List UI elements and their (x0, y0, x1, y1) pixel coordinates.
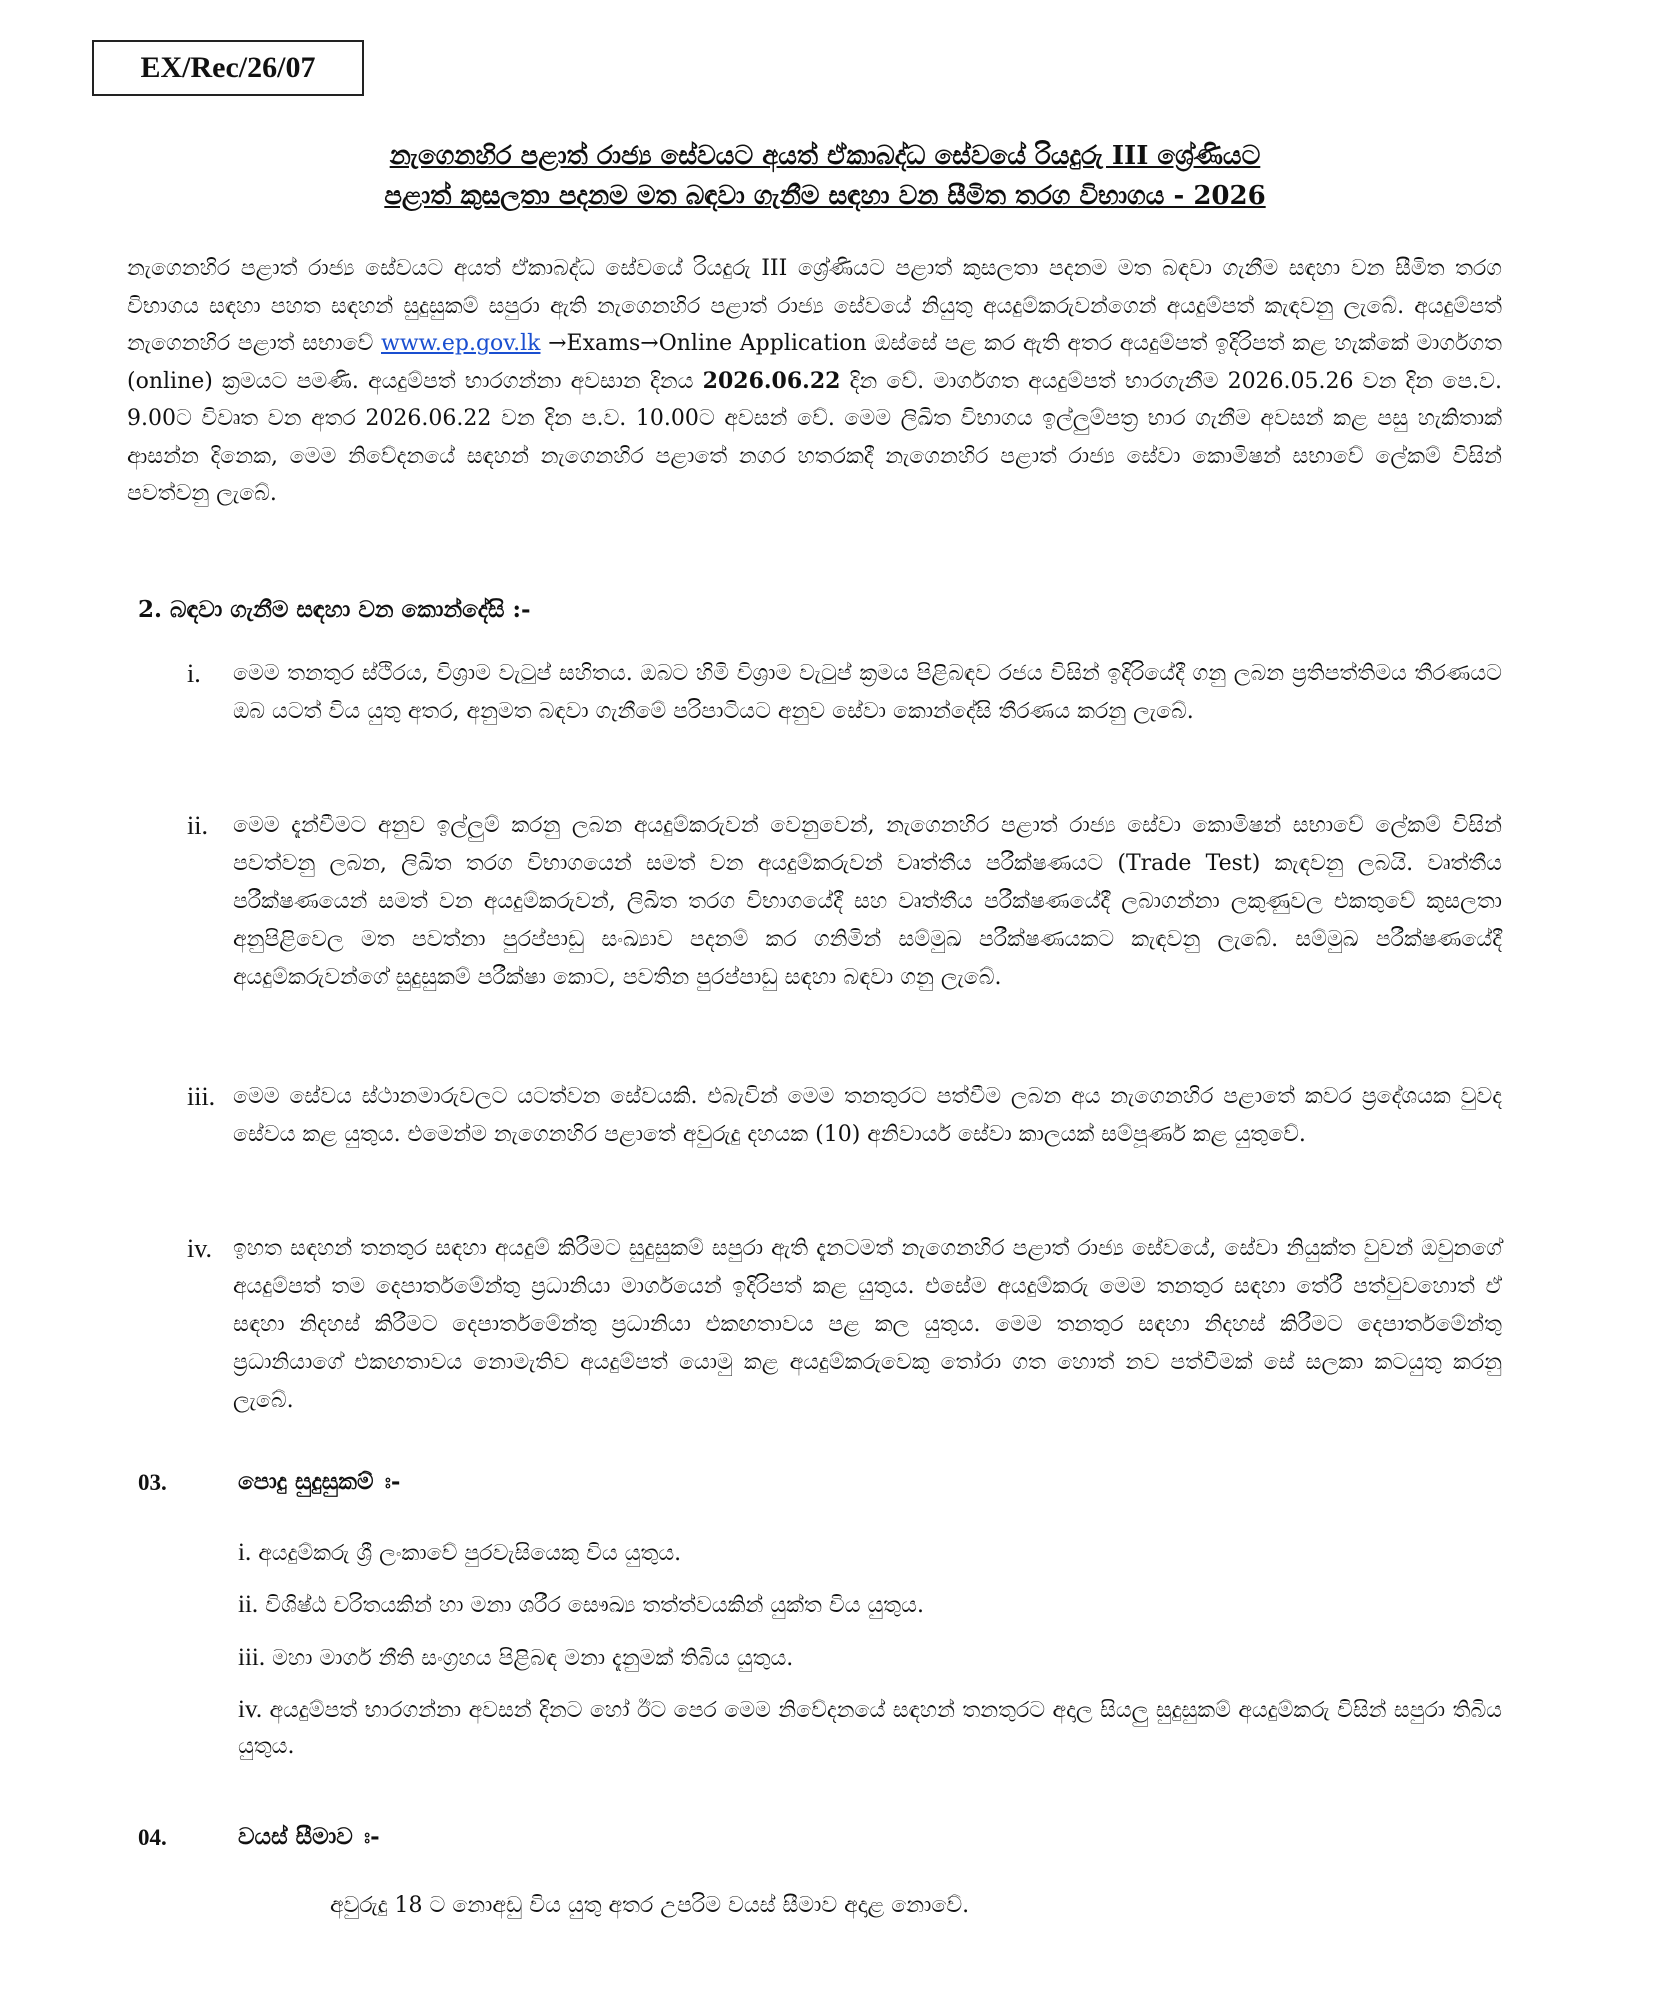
title-line-2: පළාත් කුසලතා පදනම මත බඳවා ගැනීම සඳහා වන සීමිත තරග විභාගය - 2026 (384, 181, 1266, 211)
item-text: මෙම දැන්වීමට අනුව ඉල්ලුම් කරනු ලබන අයදුම්කරුවන් වෙනුවෙන්, නැගෙනහිර පළාත් රාජ්‍ය සේවා කොමිෂන් සභාවේ ලේකම් විසින් පවත්වනු ලබන, ලිඛිත තරග විභාගයෙන් සමත් වන අයදුම්කරුවන් වෘත්තීය පරීක්ෂණයට (Trade Test) කැඳවනු ලබයි. වෘත්තීය පරීක්ෂණයෙන් සමත් වන අයදුම්කරුවන්, ලිඛිත තරග විභාගයේදී සහ වෘත්තීය පරීක්ෂණයේදී ලබාගන්නා ලකුණුවල එකතුවේ කුසලතා අනුපිළිවෙල මත පවත්නා පුරප්පාඩු සංඛ්‍යාව පදනම් කර ගනිමින් සම්මුඛ පරීක්ෂණයකට කැඳවනු ලැබේ. සම්මුඛ පරීක්ෂණයේදී අයදුම්කරුවන්ගේ සුදුසුකම් පරීක්ෂා කොට, පවතින පුරප්පාඩු සඳහා බඳවා ගනු ලැබේ. (233, 813, 1502, 990)
qualification-item (238, 1535, 1502, 1572)
condition-item (187, 807, 1502, 997)
section-2-heading: 2. බඳවා ගැනීම සඳහා වන කොන්දේසි :- (138, 596, 531, 623)
reference-number: EX/Rec/26/07 (92, 40, 364, 96)
item-number: ii. (238, 1591, 259, 1618)
ep-website-link[interactable]: www.ep.gov.lk (381, 331, 541, 356)
title-line-1: නැගෙනහිර පළාත් රාජ්‍ය සේවයට අයත් ඒකාබද්ධ සේවයේ රියදුරු III ශ්‍රේණියට (389, 141, 1261, 171)
item-text: මෙම තනතුර ස්ථිරය, විශ්‍රාම වැටුප් සහිතය. ඔබට හිමි විශ්‍රාම වැටුප් ක්‍රමය පිළිබඳව රජය විසින් ඉදිරියේදී ගනු ලබන ප්‍රතිපත්තිමය තීරණයට ඔබ යටත් විය යුතු අතර, අනුමත බඳවා ගැනීමේ පරිපාටියට අනුව සේවා කොන්දේසි තීරණය කරනු ලැබේ. (233, 661, 1502, 724)
condition-item (187, 1230, 1502, 1420)
item-text: අයදුම්පත් භාරගන්නා අවසන් දිනට හෝ ඊට පෙර මෙම නිවේදනයේ සඳහන් තනතුරට අදාල සියලු සුදුසුකම් අයදුම්කරු විසින් සපුරා තිබිය යුතුය. (238, 1698, 1502, 1759)
item-number: i. (238, 1539, 252, 1566)
intro-text-3: දින වේ. මාර්ගගත අයදුම්පත් භාරගැනීම 2026.05.26 වන දින පෙ.ව. 9.00ට විවෘත වන අතර 2026.06.22 වන දින ප.ව. 10.00ට අවසන් වේ. මෙම ලිඛිත විභාගය ඉල්ලුම්පත්‍ර භාර ගැනීම අවසන් කළ පසු හැකිතාක් ආසන්න දිනෙක, මෙම නිවේදනයේ සඳහන් නැගෙනහිර පළාතේ නගර හතරකදී නැගෙනහිර පළාත් රාජ්‍ය සේවා කොමිෂන් සභාවේ ලේකම් විසින් පවත්වනු ලැබේ. (127, 368, 1502, 506)
item-text: විශිෂ්ඨ චරිතයකින් හා මනා ශරීර සෞඛ්‍ය තත්ත්වයකින් යුක්ත විය යුතුය. (265, 1593, 924, 1618)
item-number: iv. (187, 1234, 213, 1263)
item-number: iii. (187, 1082, 216, 1111)
section-4-heading: වයස් සීමාව ඃ- (238, 1823, 380, 1850)
item-number: iv. (238, 1696, 263, 1723)
item-number: iii. (238, 1644, 266, 1671)
qualification-item (238, 1587, 1502, 1624)
page-title (150, 136, 1500, 216)
item-text: මහා මාර්ග නීති සංග්‍රහය පිළිබඳ මනා දැනුමක් තිබිය යුතුය. (272, 1646, 794, 1671)
section-3-number: 03. (138, 1470, 167, 1495)
section-3-heading: පොදු සුදුසුකම් ඃ- (238, 1468, 401, 1495)
qualification-item (238, 1640, 1502, 1677)
section-4-number: 04. (138, 1825, 167, 1850)
item-number: ii. (187, 811, 208, 840)
qualification-item (238, 1692, 1502, 1765)
item-text: මෙම සේවය ස්ථානමාරුවලට යටත්වන සේවයකි. එබැවින් මෙම තනතුරට පත්වීම ලබන අය නැගෙනහිර පළාතේ කවර ප්‍රදේශයක වුවද සේවය කළ යුතුය. එමෙන්ම නැගෙනහිර පළාතේ අවුරුදු දහයක (10) අනිවාර්ය සේවා කාලයක් සම්පූර්ණ කළ යුතුවේ. (233, 1084, 1502, 1147)
item-text: ඉහත සඳහන් තනතුර සඳහා අයදුම් කිරීමට සුදුසුකම් සපුරා ඇති දැනටමත් නැගෙනහිර පළාත් රාජ්‍ය සේවයේ, සේවා නියුක්ත වුවන් ඔවුනගේ අයදුම්පත් තම දෙපාර්තමේන්තු ප්‍රධානියා මාර්ගයෙන් ඉදිරිපත් කළ යුතුය. එසේම අයදුම්කරු මෙම තනතුර සඳහා තේරී පත්වුවහොත් ඒ සඳහා නිදහස් කිරීමට දෙපාර්තමේන්තු ප්‍රධානියා එකඟතාවය පළ කල යුතුය. මෙම තනතුර සඳහා නිදහස් කිරීමට දෙපාර්තමේන්තු ප්‍රධානියාගේ එකඟතාවය නොමැතිව අයදුම්පත් යොමු කළ අයදුම්කරුවෙකු තෝරා ගත හොත් නව පත්වීමක් සේ සලකා කටයුතු කරනු ලැබේ. (233, 1236, 1502, 1413)
item-number: i. (187, 659, 201, 688)
intro-text-1: නැගෙනහිර පළාත් රාජ්‍ය සේවයට අයත් ඒකාබද්ධ සේවයේ රියදුරු III ශ්‍රේණියට පළාත් කුසලතා පදනම මත බඳවා ගැනීම සඳහා වන සීමිත තරග විභාගය සඳහා පහත සඳහන් සුදුසුකම් සපුරා ඇති නැගෙනහිර පළාත් රාජ්‍ය සේවයේ නියුතු අයදුම්කරුවන්ගෙන් අයදුම්පත් කැඳවනු ලැබේ. අයදුම්පත් නැගෙනහිර පළාත් සභාවේ (127, 256, 1502, 356)
intro-text-2: →Exams→Online Application ඔස්සේ පළ කර ඇති අතර අයදුම්පත් ඉදිරිපත් කළ හැක්කේ මාර්ගගත (online) ක්‍රමයට පමණි. අයදුම්පත් භාරගන්නා අවසාන දිනය (127, 331, 1502, 394)
condition-item (187, 655, 1502, 731)
condition-item (187, 1078, 1502, 1154)
intro-paragraph (127, 250, 1502, 513)
deadline-date: 2026.06.22 (702, 367, 841, 394)
age-limit-text: අවුරුදු 18 ට නොඅඩු විය යුතු අතර උපරිම වයස් සීමාව අදාළ නොවේ. (330, 1893, 970, 1918)
item-text: අයදුම්කරු ශ්‍රී ලංකාවේ පුරවැසියෙකු විය යුතුය. (258, 1541, 682, 1566)
